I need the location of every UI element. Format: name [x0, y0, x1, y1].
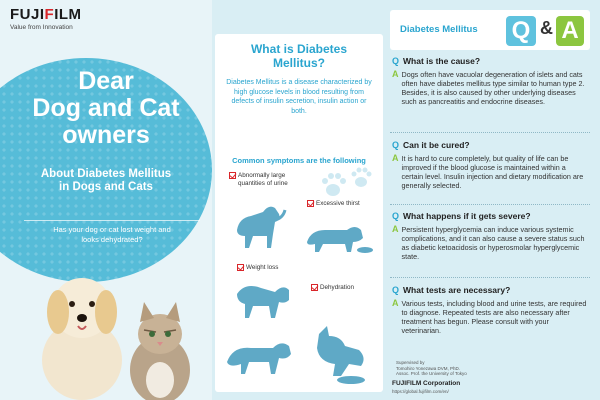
cat-silhouette-icon — [301, 212, 375, 258]
dog-and-cat-photo — [40, 250, 212, 400]
symptom-label: Weight loss — [246, 264, 279, 271]
symptom-label: Abnormally large — [238, 172, 286, 179]
question-text: What happens if it gets severe? — [403, 211, 531, 221]
qa-panel — [390, 0, 600, 400]
q-mark: Q — [392, 56, 400, 66]
a-mark: A — [392, 69, 399, 79]
check-box-icon — [311, 284, 318, 291]
q-mark: Q — [392, 140, 400, 150]
corporation-url[interactable]: https://global.fujifilm.com/en/ — [392, 389, 449, 394]
amp-symbol: & — [540, 18, 553, 38]
cat-illustration — [130, 302, 190, 400]
hero-subtitle — [0, 168, 212, 194]
qa-item-cure — [392, 140, 588, 190]
what-is-title-line2: Mellitus? — [272, 56, 325, 70]
symptom-label: Excessive thirst — [316, 200, 360, 207]
check-box-icon — [307, 200, 314, 207]
question-text: What tests are necessary? — [403, 285, 511, 295]
what-is-description: Diabetes Mellitus is a disease characterized by high glucose levels in blood resulting from defects of insulin secretion, insulin action or both. — [226, 79, 372, 115]
hero-question — [24, 220, 200, 245]
what-is-title-line1: What is Diabetes — [250, 42, 348, 56]
corporation-name: FUJIFILM Corporation — [392, 380, 461, 387]
hero-subtitle-line1: About Diabetes Mellitus — [40, 168, 172, 180]
dog-silhouette-icon — [223, 322, 375, 388]
hero-question-line1: Has your dog or cat lost weight and — [53, 225, 171, 234]
symptoms-heading: Common symptoms are the following — [232, 156, 366, 165]
hero-title — [0, 68, 212, 149]
hero-title-line1: Dear — [78, 67, 134, 95]
symptom-label: quantities of urine — [238, 179, 288, 187]
supervised-label: Supervised by — [396, 360, 425, 365]
q-mark: Q — [392, 211, 400, 221]
answer-text: Various tests, including blood and urine tests, are required to diagnose. Repeated tests are also necessary after treatment has begun. Please consult with your veterinarian. — [401, 299, 587, 335]
left-panel — [0, 0, 212, 400]
q-mark: Q — [392, 285, 400, 295]
a-badge: A — [556, 16, 584, 46]
answer-text: It is hard to cure completely, but quality of life can be improved if the blood glucose is maintained within a certain level. Insulin injection and dietary modification are generally selected. — [401, 154, 584, 190]
a-mark: A — [392, 224, 399, 234]
supervisor-title: Assoc. Prof. the University of Tokyo — [396, 371, 467, 376]
divider — [390, 277, 590, 278]
qa-item-cause — [392, 56, 588, 106]
question-text: Can it be cured? — [403, 140, 470, 150]
q-badge: Q — [506, 16, 536, 46]
brand-tagline: Value from Innovation — [10, 24, 73, 31]
a-mark: A — [392, 298, 399, 308]
check-box-icon — [229, 172, 236, 179]
supervisor-credit — [396, 360, 467, 377]
what-is-card — [215, 34, 383, 392]
supervisor-name: Tomohiro Yonezawa DVM, PhD. — [396, 365, 461, 371]
qa-header — [390, 10, 590, 50]
what-is-title — [215, 42, 383, 70]
symptom-weight-loss — [237, 264, 278, 272]
brand-logo[interactable] — [10, 6, 82, 31]
qa-item-severe — [392, 211, 588, 261]
dog-silhouette-icon — [229, 190, 289, 254]
qa-header-title: Diabetes Mellitus — [400, 24, 478, 35]
answer-text: Dogs often have vacuolar degeneration of islets and cats often have diabetes mellitus type similar to human type 2. Besides, it is also caused by other underlying diseases such as pancreatitis and endocrine diseases. — [401, 70, 585, 106]
hero-title-line3: owners — [62, 121, 150, 149]
answer-text: Persistent hyperglycemia can induce various systemic complications, and it can also cause a severe status such as diabetic ketoacidosis or hyperosmolar hyperglycemic state. — [401, 225, 585, 261]
divider — [390, 132, 590, 133]
symptom-label: Dehydration — [320, 284, 354, 291]
hero-title-line2: Dog and Cat — [32, 94, 180, 122]
paw-print-icon — [317, 166, 377, 202]
a-mark: A — [392, 153, 399, 163]
dog-illustration — [42, 278, 122, 400]
qa-item-tests — [392, 285, 588, 335]
symptom-dehydration — [311, 284, 354, 292]
hero-subtitle-line2: in Dogs and Cats — [59, 181, 153, 193]
brand-logo-text: FUJIFILM — [10, 6, 82, 23]
symptom-urine — [229, 172, 288, 187]
divider — [390, 204, 590, 205]
check-box-icon — [237, 264, 244, 271]
question-text: What is the cause? — [403, 56, 481, 66]
hero-question-line2: looks dehydrated? — [81, 235, 143, 244]
symptom-thirst — [307, 200, 360, 208]
